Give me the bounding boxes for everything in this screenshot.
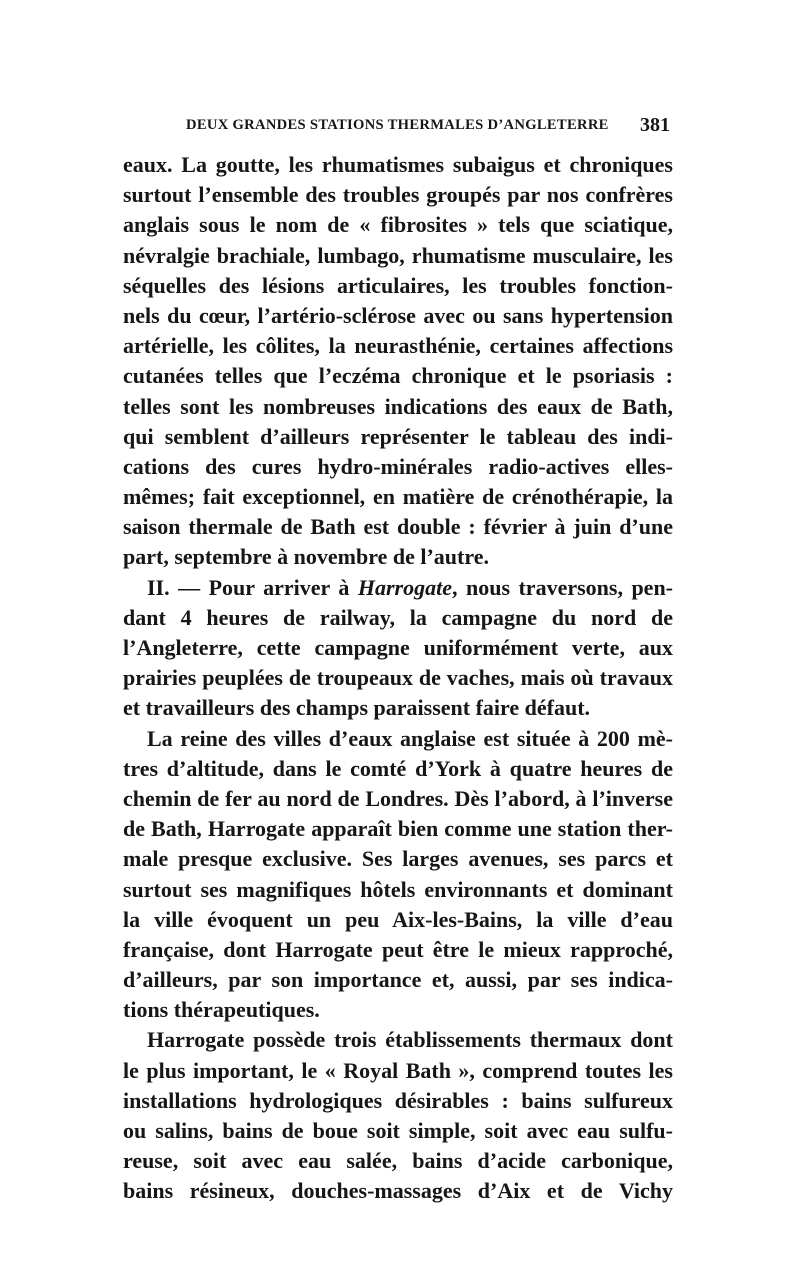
running-title: DEUX GRANDES STATIONS THERMALES D’ANGLETERRE [186,117,609,133]
text-line: qui semblent d’ailleurs représenter le tableau des indi- [123,423,673,449]
text-run: , nous traversons, pen- [451,574,674,600]
paragraph-3 [123,724,673,1026]
text-line: cations des cures hydro-minérales radio-actives elles- [123,453,673,479]
text-line: male presque exclusive. Ses larges avenues, ses parcs et [123,846,673,872]
text-line: ou salins, bains de boue soit simple, soit avec eau sulfu- [123,1118,673,1143]
text-line: installations hydrologiques désirables : bains sulfureux [123,1087,673,1113]
text-line: reuse, soit avec eau salée, bains d’acide carbonique, [123,1148,673,1174]
text-line [123,573,673,603]
text-line: saison thermale de Bath est double : février à juin d’une [123,514,673,540]
text-line: la ville évoquent un peu Aix-les-Bains, la ville d’eau [123,906,673,932]
text-line: bains résineux, douches-massages d’Aix et de Vichy [123,1178,673,1204]
text-line: eaux. La goutte, les rhumatismes subaigus et chroniques [123,152,673,177]
text-line: de Bath, Harrogate apparaît bien comme une station ther- [123,816,673,842]
paragraph-2 [123,573,673,724]
text-line: névralgie brachiale, lumbago, rhumatisme musculaire, les [123,242,673,268]
text-line: surtout l’ensemble des troubles groupés par nos confrères [123,182,673,208]
text-run: II. — Pour arriver à [147,574,358,600]
paragraph-4 [123,1025,673,1206]
place-name-italic: Harrogate [357,574,452,600]
text-line: telles sont les nombreuses indications des eaux de Bath, [123,393,673,419]
text-line: nels du cœur, l’artério-sclérose avec ou sans hypertension [123,302,673,328]
text-line: dant 4 heures de railway, la campagne du nord de [123,604,673,630]
text-line: tions thérapeutiques. [123,997,320,1023]
text-line: cutanées telles que l’eczéma chronique et le psoriasis : [123,363,673,389]
text-line: et travailleurs des champs paraissent faire défaut. [123,695,591,721]
body-text [123,150,673,1207]
text-line: l’Angleterre, cette campagne uniformément verte, aux [123,635,673,660]
text-line: anglais sous le nom de « fibrosites » tels que sciatique, [123,212,673,238]
page-number: 381 [640,114,670,136]
text-line: chemin de fer au nord de Londres. Dès l’abord, à l’inverse [123,785,673,811]
text-line: prairies peuplées de troupeaux de vaches, mais où travaux [123,665,673,691]
text-line: part, septembre à novembre de l’autre. [123,544,489,570]
text-line: française, dont Harrogate peut être le mieux rapproché, [123,936,673,962]
text-line: séquelles des lésions articulaires, les troubles fonction- [123,272,673,298]
text-line: surtout ses magnifiques hôtels environnants et dominant [123,876,673,902]
text-line: d’ailleurs, par son importance et, aussi, par ses indica- [123,967,673,993]
running-head [186,114,670,139]
text-line: La reine des villes d’eaux anglaise est située à 200 mè- [147,725,673,751]
text-line: Harrogate possède trois établissements thermaux dont [147,1027,673,1053]
text-line: tres d’altitude, dans le comté d’York à quatre heures de [123,755,673,781]
text-line: mêmes; fait exceptionnel, en matière de crénothérapie, la [123,484,673,510]
text-line: le plus important, le « Royal Bath », comprend toutes les [123,1057,673,1083]
text-line: artérielle, les côlites, la neurasthénie, certaines affections [123,333,673,359]
paragraph-1 [123,150,673,573]
